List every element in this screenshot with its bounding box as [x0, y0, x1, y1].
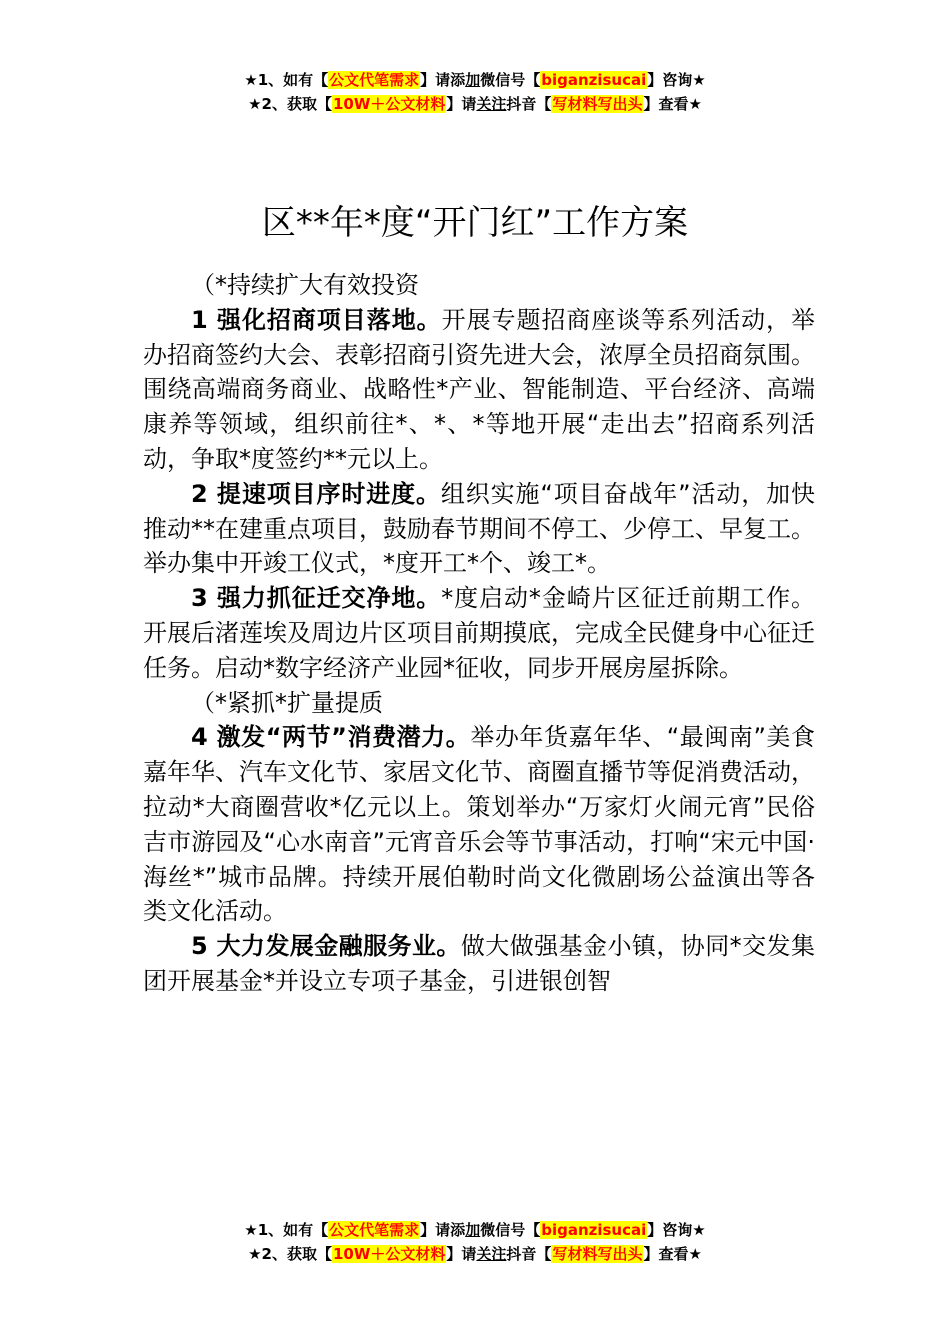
paragraph-lead: 3 强力抓征迁交净地。 — [191, 584, 442, 613]
banner-text: 抖音【 — [506, 1245, 552, 1263]
banner-line-2 — [0, 1242, 950, 1266]
banner-highlight: 10W＋公文材料 — [332, 95, 446, 113]
section-heading: （*紧抓*扩量提质 — [191, 688, 383, 717]
banner-text: ★2、获取【 — [248, 1245, 332, 1263]
banner-highlight: 写材料写出头 — [552, 95, 643, 113]
banner-emphasis: 关注 — [476, 95, 507, 113]
banner-text: ★2、获取【 — [248, 95, 332, 113]
paragraph — [143, 929, 815, 999]
banner-emphasis: 加 — [465, 71, 481, 89]
paragraph-lead: 1 强化招商项目落地。 — [191, 305, 442, 334]
banner-emphasis: 关注 — [476, 1245, 507, 1263]
banner-line-1 — [0, 1218, 950, 1242]
section-heading: （*持续扩大有效投资 — [191, 271, 419, 299]
paragraph-lead: 5 大力发展金融服务业。 — [191, 932, 461, 961]
banner-line-2 — [0, 92, 950, 116]
document-title: 区**年*度“开门红”工作方案 — [261, 202, 689, 243]
banner-highlight: 公文代笔需求 — [329, 1221, 420, 1239]
banner-text: 】咨询★ — [647, 71, 706, 89]
banner-highlight: biganzisucai — [541, 1221, 647, 1239]
banner-highlight: 公文代笔需求 — [329, 71, 420, 89]
banner-text: 】查看★ — [643, 95, 702, 113]
paragraph-text: 组织实施“项目奋战年”活动，加快推动**在建重点项目，鼓励春节期间不停工、少停工、早复工。举办集中开竣工仪式，*度开工*个、竣工*。 — [143, 479, 815, 578]
banner-highlight: 写材料写出头 — [552, 1245, 643, 1263]
banner-text: 抖音【 — [506, 95, 552, 113]
paragraph-lead: 4 激发“两节”消费潜力。 — [191, 723, 471, 752]
banner-text: 】请 — [446, 95, 477, 113]
banner-text: ★1、如有【 — [244, 1221, 329, 1239]
banner-text: 】咨询★ — [647, 1221, 706, 1239]
banner-text: 】查看★ — [643, 1245, 702, 1263]
banner-text: 微信号【 — [480, 1221, 541, 1239]
banner-text: 】请添 — [420, 1221, 466, 1239]
banner-highlight: biganzisucai — [541, 71, 647, 89]
paragraph-lead: 2 提速项目序时进度。 — [191, 479, 441, 508]
banner-emphasis: 加 — [465, 1221, 481, 1239]
paragraph — [143, 303, 815, 477]
banner-text: 】请 — [446, 1245, 477, 1263]
paragraph — [143, 581, 815, 685]
paragraph — [143, 720, 815, 929]
document-body — [143, 268, 815, 999]
paragraph-text: 举办年货嘉年华、“最闽南”美食嘉年华、汽车文化节、家居文化节、商圈直播节等促消费活动，拉动*大商圈营收*亿元以上。策划举办“万家灯火闹元宵”民俗吉市游园及“心水南音”元宵音乐会等节事活动，打响“宋元中国·海丝*”城市品牌。持续开展伯勒时尚文化微剧场公益演出等各类文化活动。 — [143, 723, 815, 926]
paragraph-text: *度启动*金崎片区征迁前期工作。开展后渚莲埃及周边片区项目前期摸底，完成全民健身中心征迁任务。启动*数字经济产业园*征收，同步开展房屋拆除。 — [143, 584, 815, 682]
paragraph — [143, 477, 815, 581]
paragraph-text: 开展专题招商座谈等系列活动，举办招商签约大会、表彰招商引资先进大会，浓厚全员招商氛围。围绕高端商务商业、战略性*产业、智能制造、平台经济、高端康养等领域，组织前往*、*、*等地开展“走出去”招商系列活动，争取*度签约**元以上。 — [143, 305, 816, 473]
banner-text: 微信号【 — [480, 71, 541, 89]
paragraph-text: 做大做强基金小镇，协同*交发集团开展基金*并设立专项子基金，引进银创智 — [143, 932, 815, 995]
footer-banner — [0, 1218, 950, 1266]
banner-text: 】请添 — [420, 71, 466, 89]
banner-text: ★1、如有【 — [244, 71, 329, 89]
banner-line-1 — [0, 68, 950, 92]
banner-highlight: 10W＋公文材料 — [332, 1245, 446, 1263]
header-banner — [0, 68, 950, 116]
